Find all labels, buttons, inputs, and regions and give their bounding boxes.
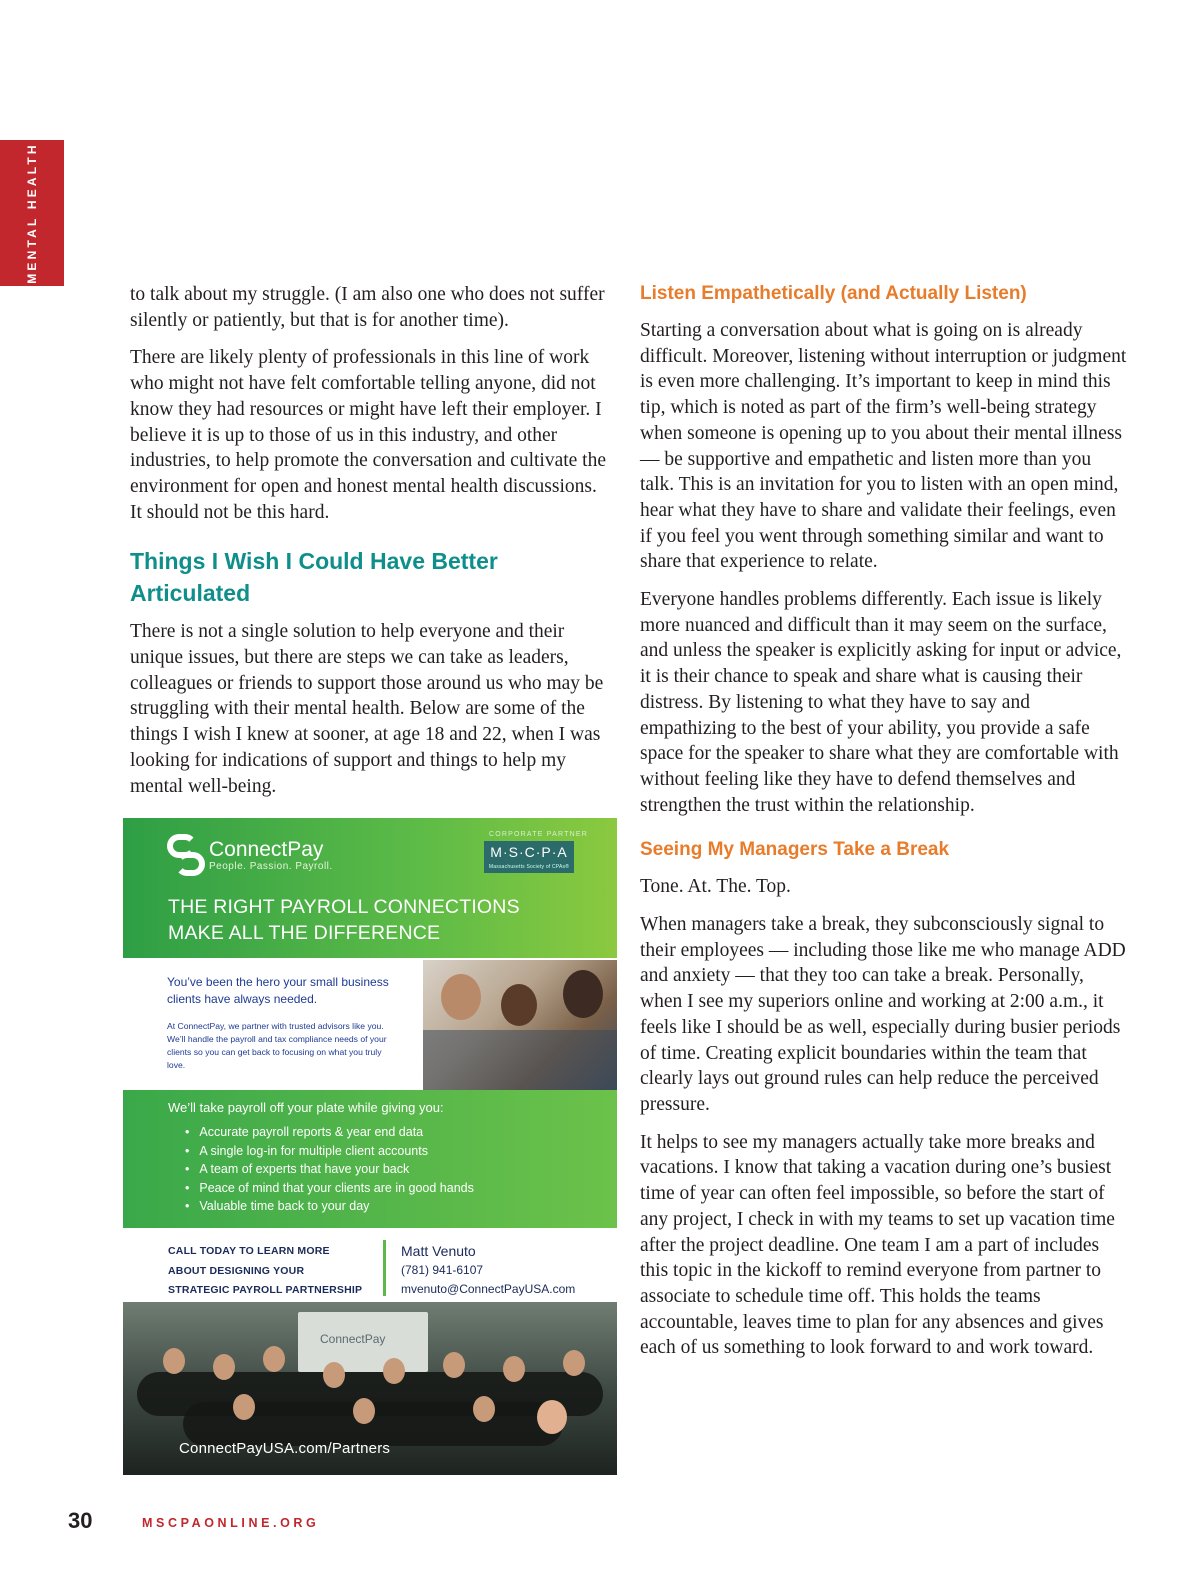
ad-lead: You’ve been the hero your small business clients have always needed. — [167, 975, 389, 1006]
cta-line: STRATEGIC PAYROLL PARTNERSHIP — [168, 1284, 363, 1296]
contact-email[interactable]: mvenuto@ConnectPayUSA.com — [401, 1282, 576, 1296]
left-paragraph-1: to talk about my struggle. (I am also one who does not suffer silently or patiently, but that is for another time). — [130, 284, 605, 331]
section-tab-label: MENTAL HEALTH — [25, 142, 39, 284]
ad-headline-line-1: THE RIGHT PAYROLL CONNECTIONS — [168, 896, 520, 918]
cta-line: ABOUT DESIGNING YOUR — [168, 1264, 305, 1277]
ad-contact — [123, 1228, 617, 1302]
footer-site[interactable]: MSCPAONLINE.ORG — [142, 1516, 320, 1530]
connectpay-advertisement[interactable] — [123, 818, 617, 1475]
ad-brand: ConnectPay — [209, 837, 324, 861]
ad-headline — [168, 894, 520, 946]
cta-line: CALL TODAY TO LEARN MORE — [168, 1245, 330, 1257]
ad-meeting-photo — [423, 960, 617, 1090]
contact-info — [401, 1242, 575, 1299]
contact-name: Matt Venuto — [401, 1243, 476, 1259]
ad-headline-line-2: MAKE ALL THE DIFFERENCE — [168, 922, 441, 944]
ad-benefits-intro: We’ll take payroll off your plate while giving you: — [168, 1100, 444, 1115]
connectpay-logo-icon — [167, 834, 203, 876]
right-paragraph-2: Everyone handles problems differently. Each issue is likely more nuanced and difficult than it may seem on the surface, and unless the speaker is explicitly asking for input or advice, it is their chance to speak and share what is causing their distress. By listening to what they have to say and empathizing to the best of your ability, you provide a safe space for the speaker to share what they are comfortable with without feeling like they have to defend themselves and strengthen the trust within the relationship. — [640, 589, 1122, 816]
right-heading-2: Seeing My Managers Take a Break — [640, 839, 950, 861]
section-tab — [0, 140, 64, 286]
right-paragraph-4: When managers take a break, they subconsciously signal to their employees — including those like me who manage ADD and anxiety — that they too can take a break. Personally, when I see my superiors online and working at 2:00 a.m., it feels like I should be as well, especially during busier periods of time. Creating explicit boundaries within the team that clearly lays out ground rules can help reduce the perceived pressure. — [640, 914, 1126, 1115]
ad-url[interactable]: ConnectPayUSA.com/Partners — [179, 1440, 391, 1457]
contact-phone[interactable]: (781) 941-6107 — [401, 1263, 484, 1277]
contact-divider — [383, 1240, 386, 1296]
left-column — [130, 282, 610, 811]
right-paragraph-5: It helps to see my managers actually take more breaks and vacations. I know that taking a vacation during one’s busiest time of year can often feel impossible, so before the start of any project, I check in with my teams to set up vacation time after the project deadline. One team I am a part of includes this topic in the kickoff to remind everyone from partner to associate to schedule time off. This holds the teams accountable, leaves time to plan for any absences and gives each of us something to look forward to and work toward. — [640, 1131, 1115, 1359]
page-number: 30 — [68, 1508, 93, 1533]
partner-label: CORPORATE PARTNER — [489, 831, 588, 838]
list-item: • A team of experts that have your back — [185, 1160, 474, 1179]
ad-description: At ConnectPay, we partner with trusted advisors like you. We’ll handle the payroll and tax compliance needs of your clients so you can get back to focusing on what you truly love. — [167, 1021, 387, 1070]
list-item: • Peace of mind that your clients are in good hands — [185, 1179, 474, 1198]
ad-benefits — [123, 1090, 617, 1228]
list-item: • A single log-in for multiple client accounts — [185, 1142, 474, 1161]
list-item: • Valuable time back to your day — [185, 1197, 474, 1216]
left-paragraph-2: There are likely plenty of professionals in this line of work who might not have felt comfortable telling anyone, did not know they had resources or might have left their employer. I believe it is up to those of us in this industry, and other industries, to help promote the conversation and cultivate the environment for open and honest mental health discussions. It should not be this hard. — [130, 347, 606, 523]
mscpa-logo-text: M·S·C·P·A — [490, 844, 568, 860]
mscpa-logo-sub: Massachusetts Society of CPAs® — [488, 864, 570, 870]
right-heading-1: Listen Empathetically (and Actually Listen) — [640, 283, 1027, 304]
right-paragraph-3: Tone. At. The. Top. — [640, 876, 791, 898]
ad-tagline: People. Passion. Payroll. — [209, 860, 333, 872]
connectpay-logo — [167, 834, 333, 876]
list-item: • Accurate payroll reports & year end data — [185, 1123, 474, 1142]
team-photo-banner-text: ConnectPay — [320, 1332, 386, 1346]
left-heading: Things I Wish I Could Have Better Articulated — [130, 548, 498, 607]
ad-header — [123, 818, 617, 958]
ad-team-photo — [123, 1302, 617, 1475]
mscpa-logo — [484, 841, 574, 873]
ad-call-to-action — [168, 1242, 362, 1301]
left-paragraph-3: There is not a single solution to help everyone and their unique issues, but there are steps we can take as leaders, colleagues or friends to support those around us who may be struggling with their mental health. Below are some of the things I wish I knew at sooner, at age 18 and 22, when I was looking for indications of support and things to help my mental well-being. — [130, 621, 604, 797]
ad-benefits-list — [185, 1123, 474, 1216]
right-column — [640, 282, 1130, 1373]
team-photo-banner — [298, 1312, 428, 1372]
right-paragraph-1: Starting a conversation about what is going on is already difficult. Moreover, listening without interruption or judgment is even more challenging. It’s important to keep in mind this tip, which is noted as part of the firm’s well-being strategy when someone is opening up to you about their mental illness — be supportive and empathetic and listen more than you talk. This is an invitation for you to listen with an open mind, hear what they have to share and validate their feelings, even if you feel you went through something similar and want to share that experience to relate. — [640, 320, 1127, 573]
